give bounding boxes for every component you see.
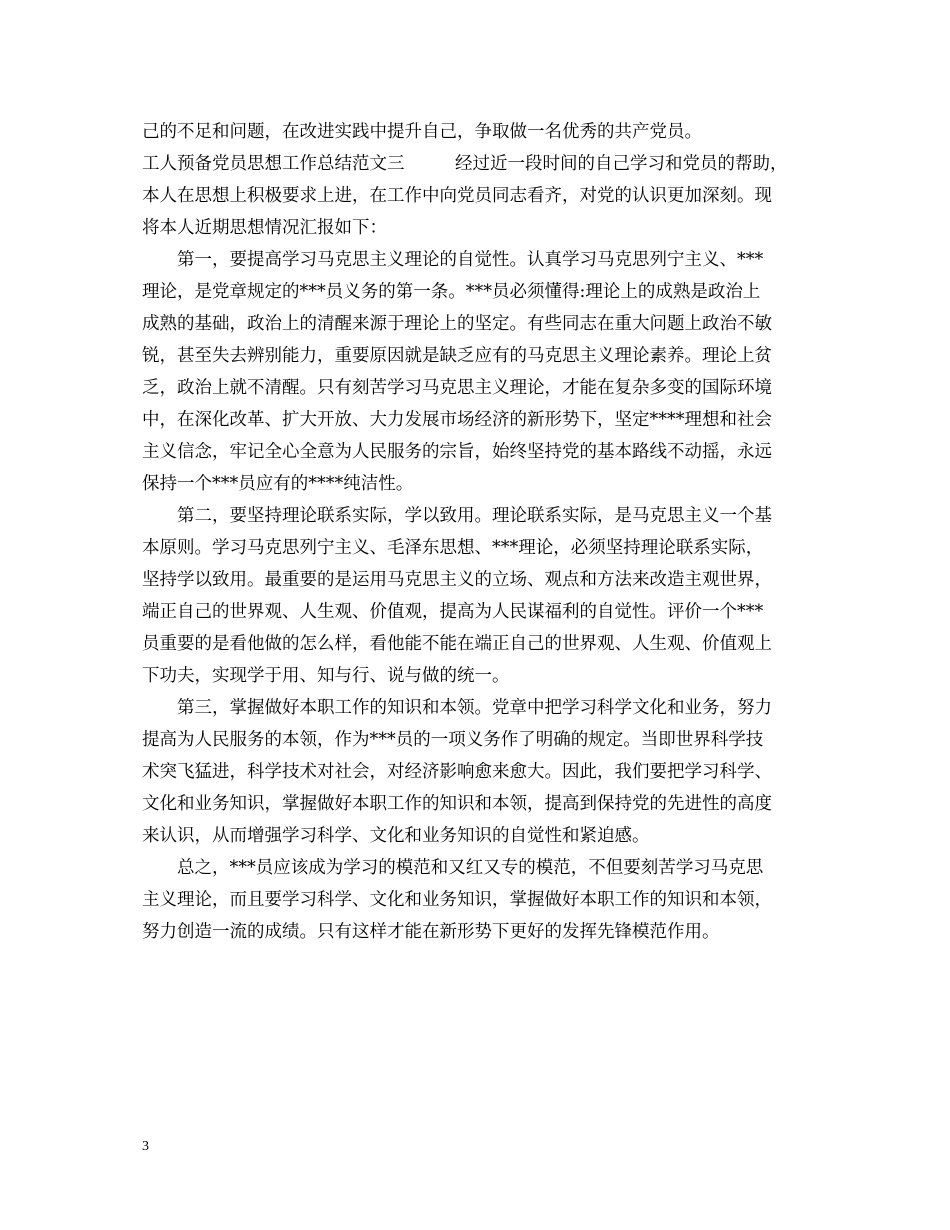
paragraph-line: 坚持学以致用。最重要的是运用马克思主义的立场、观点和方法来改造主观世界，: [142, 570, 772, 590]
paragraph-line: 第三，掌握做好本职工作的知识和本领。党章中把学习科学文化和业务，努力: [177, 698, 772, 718]
paragraph-line: 乏，政治上就不清醒。只有刻苦学习马克思主义理论，才能在复杂多变的国际环境: [142, 378, 772, 398]
paragraph-line: 术突飞猛进，科学技术对社会，对经济影响愈来愈大。因此，我们要把学习科学、: [142, 762, 772, 782]
paragraph-line: 保持一个***员应有的****纯洁性。: [142, 474, 414, 494]
paragraph-line: 文化和业务知识，掌握做好本职工作的知识和本领，提高到保持党的先进性的高度: [142, 794, 772, 814]
continuation-line: 己的不足和问题，在改进实践中提升自己，争取做一名优秀的共产党员。: [142, 122, 702, 142]
paragraph-line: 锐，甚至失去辨别能力，重要原因就是缺乏应有的马克思主义理论素养。理论上贫: [142, 346, 772, 366]
paragraph-line: 来认识，从而增强学习科学、文化和业务知识的自觉性和紧迫感。: [142, 826, 650, 846]
title-line: [142, 148, 814, 180]
paragraph-line: 第一，要提高学习马克思主义理论的自觉性。认真学习马克思列宁主义、***: [177, 250, 764, 270]
section-title: 工人预备党员思想工作总结范文三: [142, 154, 405, 174]
paragraph-line: 主义理论，而且要学习科学、文化和业务知识，掌握做好本职工作的知识和本领，: [142, 890, 772, 910]
document-body: [142, 116, 814, 948]
paragraph-line: 端正自己的世界观、人生观、价值观，提高为人民谋福利的自觉性。评价一个***: [142, 602, 764, 622]
paragraph-line: 第二，要坚持理论联系实际，学以致用。理论联系实际，是马克思主义一个基: [177, 506, 772, 526]
paragraph-line: 努力创造一流的成绩。只有这样才能在新形势下更好的发挥先锋模范作用。: [142, 922, 720, 942]
paragraph-line: 员重要的是看他做的怎么样，看他能不能在端正自己的世界观、人生观、价值观上: [142, 634, 772, 654]
paragraph-line: 主义信念，牢记全心全意为人民服务的宗旨，始终坚持党的基本路线不动摇，永远: [142, 442, 772, 462]
paragraph-third: [142, 692, 814, 852]
intro-line: 将本人近期思想情况汇报如下：: [142, 218, 387, 238]
paragraph-line: 本原则。学习马克思列宁主义、毛泽东思想、***理论，必须坚持理论联系实际，: [142, 538, 764, 558]
paragraph-line: 理论，是党章规定的***员义务的第一条。***员必须懂得:理论上的成熟是政治上: [142, 282, 761, 302]
paragraph-line: 下功夫，实现学于用、知与行、说与做的统一。: [142, 666, 510, 686]
intro-line: 经过近一段时间的自己学习和党员的帮助，: [455, 154, 788, 174]
intro-block: [142, 148, 814, 244]
paragraph-second: [142, 500, 814, 692]
paragraph-first: [142, 244, 814, 500]
paragraph-line: 总之，***员应该成为学习的模范和又红又专的模范，不但要刻苦学习马克思: [177, 858, 764, 878]
paragraph-line: 提高为人民服务的本领，作为***员的一项义务作了明确的规定。当即世界科学技: [142, 730, 764, 750]
paragraph-line: 中，在深化改革、扩大开放、大力发展市场经济的新形势下，坚定****理想和社会: [142, 410, 772, 430]
intro-line: 本人在思想上积极要求上进，在工作中向党员同志看齐，对党的认识更加深刻。现: [142, 186, 772, 206]
page-number: 3: [142, 1139, 149, 1154]
paragraph-line: 成熟的基础，政治上的清醒来源于理论上的坚定。有些同志在重大问题上政治不敏: [142, 314, 772, 334]
paragraph-conclusion: [142, 852, 814, 948]
